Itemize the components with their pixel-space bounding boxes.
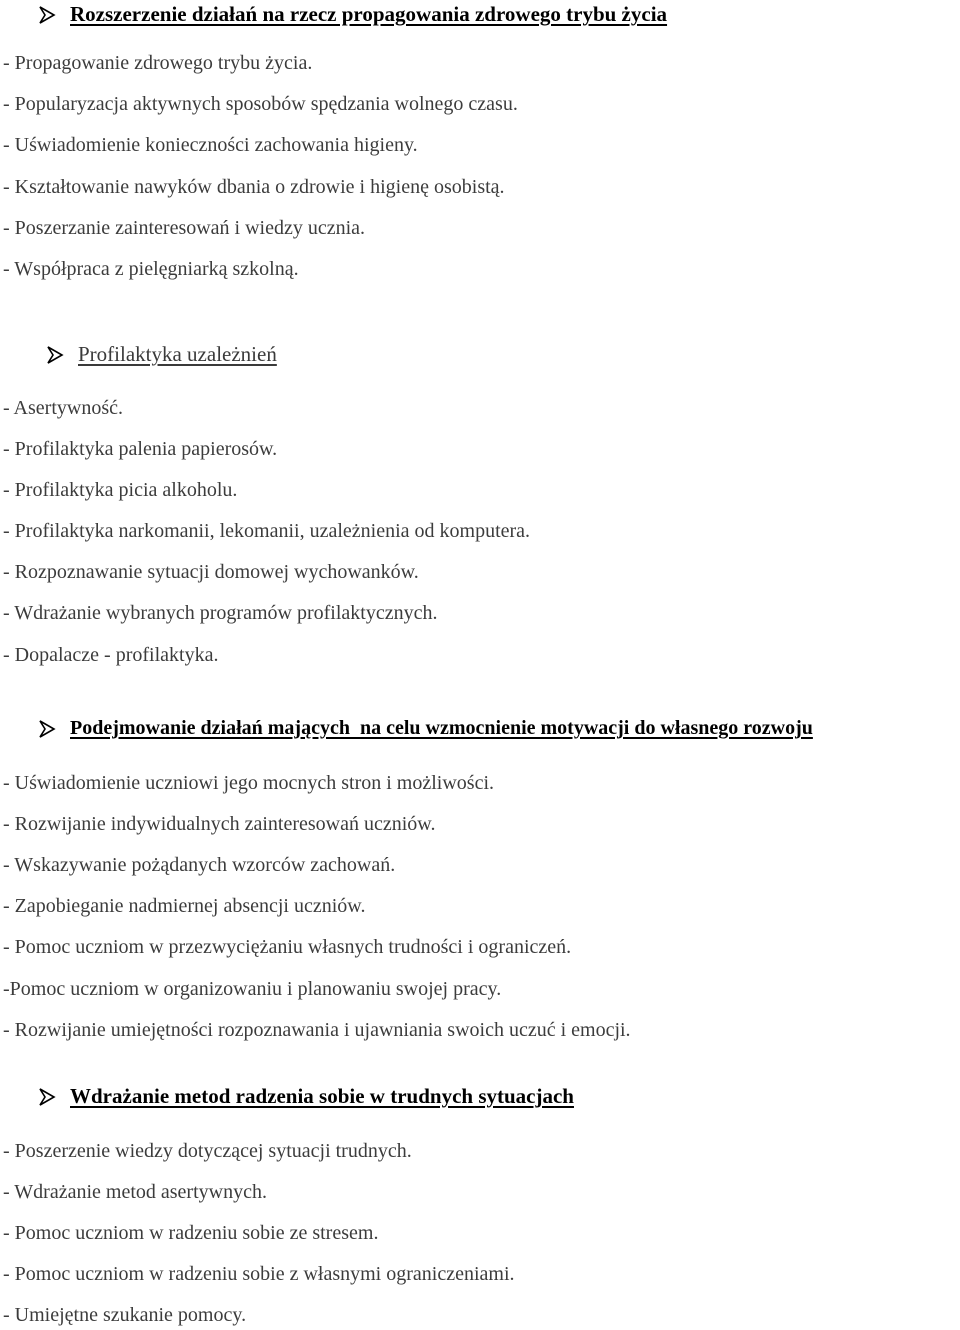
list-item: - Wskazywanie pożądanych wzorców zachowań. (3, 854, 396, 876)
section-heading-healthy-lifestyle (38, 2, 667, 27)
section-heading-text: Wdrażanie metod radzenia sobie w trudnych sytuacjach (70, 1084, 574, 1108)
list-item: - Wdrażanie wybranych programów profilaktycznych. (3, 602, 438, 624)
list-item: - Poszerzanie zainteresowań i wiedzy ucznia. (3, 217, 366, 239)
section-heading-addiction-prevention (46, 342, 277, 367)
list-item: - Asertywność. (3, 397, 123, 419)
list-item: - Profilaktyka palenia papierosów. (3, 438, 278, 460)
section-heading-text: Rozszerzenie działań na rzecz propagowania zdrowego trybu życia (70, 2, 668, 26)
section-heading-difficult-situations (38, 1084, 574, 1109)
section-heading-text: Podejmowanie działań mających na celu wzmocnienie motywacji do własnego rozwoju (70, 717, 813, 739)
list-item: -Pomoc uczniom w organizowaniu i planowaniu swojej pracy. (3, 978, 502, 1000)
list-item: - Popularyzacja aktywnych sposobów spędzania wolnego czasu. (3, 93, 518, 115)
list-item: - Współpraca z pielęgniarką szkolną. (3, 258, 299, 280)
arrowhead-bullet-icon (38, 719, 56, 739)
list-item: - Zapobieganie nadmiernej absencji uczniów. (3, 895, 366, 917)
list-item: - Propagowanie zdrowego trybu życia. (3, 52, 313, 74)
list-item: - Wdrażanie metod asertywnych. (3, 1181, 267, 1203)
list-item: - Kształtowanie nawyków dbania o zdrowie i higienę osobistą. (3, 176, 505, 198)
arrowhead-bullet-icon (46, 345, 64, 365)
list-item: - Profilaktyka narkomanii, lekomanii, uzależnienia od komputera. (3, 520, 531, 542)
list-item: - Profilaktyka picia alkoholu. (3, 479, 238, 501)
list-item: - Uświadomienie konieczności zachowania higieny. (3, 134, 418, 156)
list-item: - Pomoc uczniom w radzeniu sobie z własnymi ograniczeniami. (3, 1263, 515, 1285)
list-item: - Uświadomienie uczniowi jego mocnych stron i możliwości. (3, 772, 495, 794)
arrowhead-bullet-icon (38, 5, 56, 25)
arrowhead-bullet-icon (38, 1087, 56, 1107)
list-item: - Rozwijanie indywidualnych zainteresowań uczniów. (3, 813, 436, 835)
list-item: - Poszerzenie wiedzy dotyczącej sytuacji trudnych. (3, 1140, 412, 1162)
list-item: - Pomoc uczniom w przezwyciężaniu własnych trudności i ograniczeń. (3, 936, 572, 958)
section-heading-motivation (38, 717, 813, 740)
list-item: - Dopalacze - profilaktyka. (3, 644, 219, 666)
list-item: - Rozpoznawanie sytuacji domowej wychowanków. (3, 561, 419, 583)
list-item: - Umiejętne szukanie pomocy. (3, 1304, 247, 1326)
list-item: - Pomoc uczniom w radzeniu sobie ze stresem. (3, 1222, 379, 1244)
section-heading-text: Profilaktyka uzależnień (78, 342, 277, 366)
list-item: - Rozwijanie umiejętności rozpoznawania i ujawniania swoich uczuć i emocji. (3, 1019, 631, 1041)
